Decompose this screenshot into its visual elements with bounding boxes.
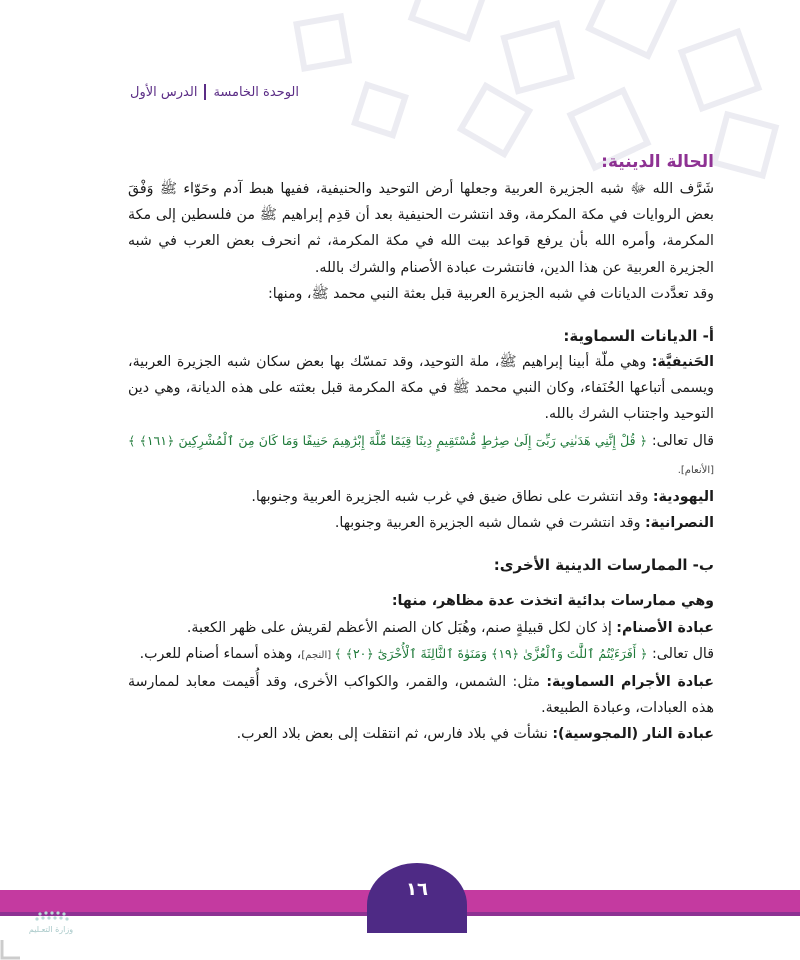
header-lesson: الدرس الأول (130, 84, 198, 100)
christianity-paragraph (128, 510, 714, 536)
verse-reference: [الأنعام]. (677, 464, 714, 476)
judaism-term: اليهودية: (652, 489, 714, 506)
christianity-text: وقد انتشرت في شمال شبه الجزيرة العربية وجنوبها. (334, 515, 645, 532)
quran-verse: ﴿ أَفَرَءَيْتُمُ ٱللَّٰتَ وَٱلْعُزَّىٰ ﴿١٩﴾ وَمَنَوٰةَ ٱلثَّالِثَةَ ٱلْأُخْرَىٰٓ ﴿٢٠﴾ ﴾ (334, 645, 648, 661)
quran-verse: ﴿ قُلْ إِنَّنِي هَدَىٰنِي رَبِّىٓ إِلَىٰ صِرَٰطٍ مُّسْتَقِيمٍ دِينًا قِيَمًا مِّلَّةَ إِبْرَٰهِيمَ حَنِيفًا وَمَا كَانَ مِنَ ٱلْمُشْرِكِينَ ﴿١٦١﴾ ﴾ (128, 432, 648, 448)
celestial-term: عبادة الأجرام السماوية: (546, 674, 714, 691)
celestial-paragraph (128, 669, 714, 721)
verse-lead: قال تعالى: (647, 432, 715, 449)
idols-text: إذ كان لكل قبيلةٍ صنم، وهُبَل كان الصنم الأعظم لقريش على ظهر الكعبة. (186, 619, 617, 636)
idols-paragraph (128, 615, 714, 641)
subheading-heavenly-religions: أ- الديانات السماوية: (563, 327, 714, 346)
idols-term: عبادة الأصنام: (616, 619, 714, 636)
fire-text: نشأت في بلاد فارس، ثم انتقلت إلى بعض بلاد العرب. (236, 726, 553, 743)
judaism-paragraph (128, 484, 714, 510)
hanifiya-paragraph (128, 349, 714, 428)
ministry-logo-text: وزارة التعـليم (28, 925, 74, 934)
celestial-text: مثل: الشمس، والقمر، والكواكب الأخرى، وقد أُقيمت معابد لممارسة هذه العبادات، وعبادة الطبيعة. (128, 674, 714, 717)
practices-lead: وهي ممارسات بدائية اتخذت عدة مظاهر، منها: (391, 593, 714, 610)
subheading-other-practices: ب- الممارسات الدينية الأخرى: (493, 556, 714, 575)
verse-reference: [النجم] (301, 649, 335, 661)
page-number: ١٦ (367, 863, 467, 933)
fire-paragraph (128, 721, 714, 747)
hanifiya-term: الحَنيفيَّة: (651, 354, 714, 371)
header-unit: الوحدة الخامسة (213, 84, 299, 100)
intro-lead: وقد تعدَّدت الديانات في شبه الجزيرة العربية قبل بعثة النبي محمد ﷺ، ومنها: (268, 285, 714, 302)
judaism-text: وقد انتشرت على نطاق ضيق في غرب شبه الجزيرة العربية وجنوبها. (251, 489, 653, 506)
intro-paragraph: شَرَّف الله ﷻ شبه الجزيرة العربية وجعلها أرض التوحيد والحنيفية، ففيها هبط آدم وحَوّاء ﷺ وَفْقَ بعض الروايات في مكة المكرمة، وقد انتشرت الحنيفية بعد أن قدِم إبراهيم ﷺ من فلسطين إلى مكة المكرمة، وأمره الله بأن يرفع قواعد بيت الله في مكة المكرمة، ثم انحرف بعض العرب في شبه الجزيرة العربية عن هذا الدين، فانتشرت عبادة الأصنام والشرك بالله. (128, 181, 714, 276)
main-content (128, 148, 714, 748)
hanifiya-text: وهي ملّة أبينا إبراهيم ﷺ، ملة التوحيد، وقد تمسّك بها بعض سكان شبه الجزيرة العربية، ويسمى أتباعها الحُنَفاء، وكان النبي محمد ﷺ في مكة المكرمة قبل بعثته على هذه الديانة، وهي دين التوحيد واجتناب الشرك بالله. (128, 354, 714, 423)
verse-line-anam (128, 428, 714, 484)
verse-lead: قال تعالى: (647, 645, 714, 662)
page-header (130, 84, 299, 100)
header-separator (204, 84, 206, 100)
verse-line-najm (128, 641, 714, 669)
christianity-term: النصرانية: (644, 515, 714, 532)
corner-mark (0, 938, 22, 960)
section-title: الحالة الدينية: (601, 152, 714, 172)
verse-tail: ، وهذه أسماء أصنام للعرب. (139, 645, 302, 662)
fire-term: عبادة النار (المجوسية): (552, 726, 714, 743)
